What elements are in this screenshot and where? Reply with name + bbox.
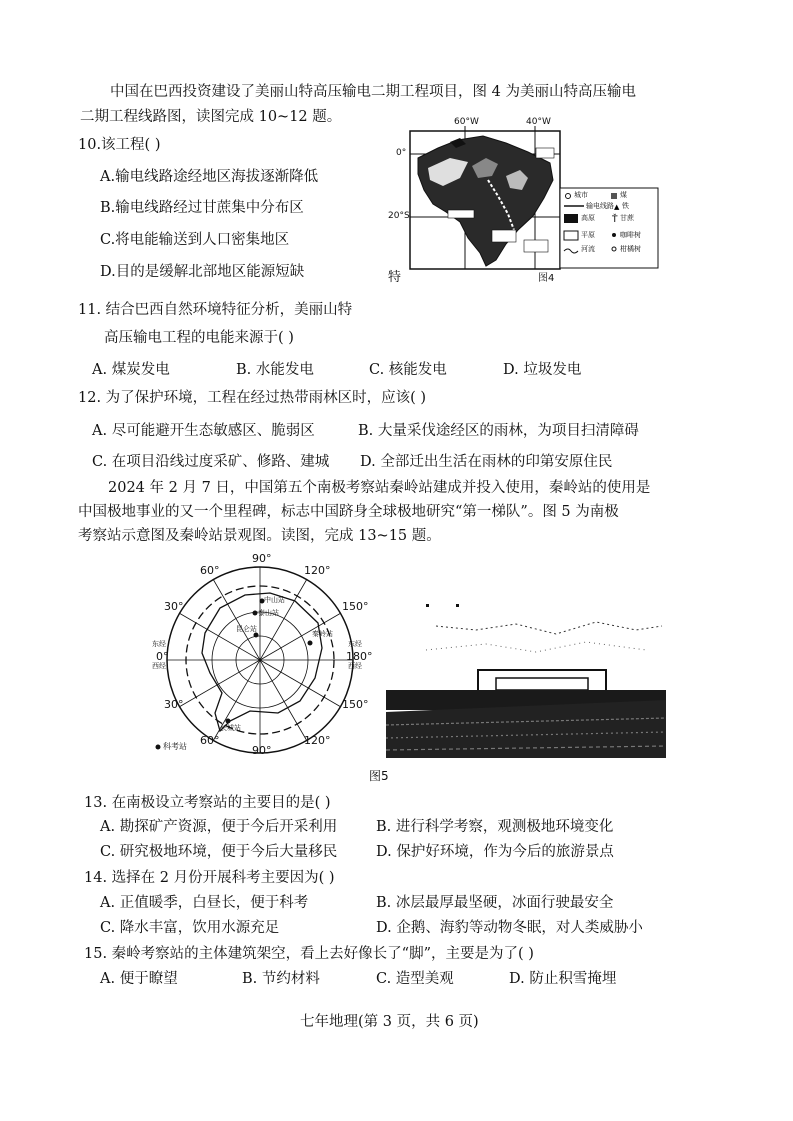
fig5-label-west-right: 西经	[348, 662, 362, 670]
fig4-legend-city: 城市	[574, 191, 588, 199]
figure-5-antarctica-map	[150, 552, 373, 783]
fig5-label-east-right: 东经	[348, 640, 362, 648]
fig4-legend-river: 河流	[581, 245, 595, 253]
fig5-label-180: 180°	[346, 650, 373, 663]
q14-stem: 14. 选择在 2 月份开展科考主要因为( )	[84, 870, 335, 886]
fig5-station-zhongshan: 中山站	[264, 596, 285, 604]
fig5-label-150-top: 150°	[342, 600, 369, 613]
q10-option-b[interactable]: B.输电线路经过甘蔗集中分布区	[100, 200, 304, 216]
q11-option-b[interactable]: B. 水能发电	[236, 362, 314, 378]
q12-option-a[interactable]: A. 尽可能避开生态敏感区、脆弱区	[92, 423, 315, 439]
q15-option-d[interactable]: D. 防止积雪掩埋	[509, 971, 617, 987]
fig4-corner-label: 特	[388, 270, 402, 285]
fig4-lat-20s: 20°S	[388, 211, 410, 221]
q11-option-a[interactable]: A. 煤炭发电	[92, 362, 170, 378]
fig4-legend-iron: 铁	[622, 202, 629, 210]
fig4-legend-coal: 煤	[620, 191, 627, 199]
figure-5-qinling-station-photo	[386, 600, 666, 758]
q12-option-c[interactable]: C. 在项目沿线过度采矿、修路、建城	[92, 454, 330, 470]
q12-option-d[interactable]: D. 全部迁出生活在雨林的印第安原住民	[360, 454, 613, 470]
fig5-label-90-top: 90°	[252, 552, 272, 565]
fig4-lat-0: 0°	[396, 148, 407, 158]
q10-option-d[interactable]: D.目的是缓解北部地区能源短缺	[100, 264, 305, 280]
intro2-line3: 考察站示意图及秦岭站景观图。读图，完成 13~15 题。	[78, 528, 441, 544]
q10-option-a[interactable]: A.输电线路途经地区海拔逐渐降低	[100, 169, 319, 185]
q15-option-b[interactable]: B. 节约材料	[242, 971, 320, 987]
fig5-label-0: 0°	[156, 650, 169, 663]
q15-stem: 15. 秦岭考察站的主体建筑架空，看上去好像长了“脚”，主要是为了( )	[84, 946, 534, 962]
q12-stem: 12. 为了保护环境，工程在经过热带雨林区时，应该( )	[78, 390, 427, 406]
q11-stem-line1: 11. 结合巴西自然环境特征分析，美丽山特	[78, 302, 353, 318]
q15-option-a[interactable]: A. 便于瞭望	[100, 971, 178, 987]
q14-option-b[interactable]: B. 冰层最厚最坚硬，冰面行驶最安全	[376, 895, 614, 911]
fig5-label-30-top: 30°	[164, 600, 184, 613]
fig4-legend-citrus: 柑橘树	[620, 245, 641, 253]
fig4-legend-plateau: 高原	[581, 214, 595, 222]
fig5-caption: 图5	[369, 769, 389, 783]
fig4-legend-coffee: 咖啡树	[620, 231, 641, 239]
fig5-label-120-bottom: 120°	[304, 734, 331, 747]
q13-option-a[interactable]: A. 勘探矿产资源，便于今后开采利用	[100, 819, 338, 835]
fig4-lon-40w: 40°W	[526, 117, 551, 127]
q11-option-d[interactable]: D. 垃圾发电	[503, 362, 582, 378]
q14-option-c[interactable]: C. 降水丰富，饮用水源充足	[100, 920, 280, 936]
svg-text:▲: ▲	[614, 203, 620, 211]
q12-option-b[interactable]: B. 大量采伐途经区的雨林，为项目扫清障碍	[358, 423, 639, 439]
svg-text:Ť: Ť	[612, 215, 618, 225]
q15-option-c[interactable]: C. 造型美观	[376, 971, 454, 987]
q13-option-c[interactable]: C. 研究极地环境，便于今后大量移民	[100, 844, 338, 860]
intro2-line2: 中国极地事业的又一个里程碑，标志中国跻身全球极地研究“第一梯队”。图 5 为南极	[78, 504, 619, 520]
fig5-label-90-bottom: 90°	[252, 744, 272, 757]
page-footer: 七年地理(第 3 页，共 6 页)	[300, 1014, 479, 1030]
q11-stem-line2: 高压输电工程的电能来源于( )	[104, 330, 294, 346]
intro1-line2: 二期工程线路图，读图完成 10~12 题。	[80, 109, 342, 125]
q13-option-d[interactable]: D. 保护好环境，作为今后的旅游景点	[376, 844, 614, 860]
fig5-label-150-bottom: 150°	[342, 698, 369, 711]
fig5-label-60-bottom: 60°	[200, 734, 220, 747]
fig5-label-30-bottom: 30°	[164, 698, 184, 711]
q13-stem: 13. 在南极设立考察站的主要目的是( )	[84, 795, 331, 811]
fig5-label-east-left: 东经	[152, 640, 166, 648]
fig5-station-qinling: 秦岭站	[312, 630, 333, 638]
q14-option-a[interactable]: A. 正值暖季，白昼长，便于科考	[100, 895, 309, 911]
fig5-label-120-top: 120°	[304, 564, 331, 577]
fig4-caption: 图4	[538, 273, 555, 284]
fig5-station-changcheng: 长城站	[220, 724, 241, 732]
q14-option-d[interactable]: D. 企鹅、海豹等动物冬眠，对人类威胁小	[376, 920, 643, 936]
q11-option-c[interactable]: C. 核能发电	[369, 362, 447, 378]
fig4-lon-60w: 60°W	[454, 117, 479, 127]
fig5-legend-station: 科考站	[163, 742, 187, 751]
fig5-station-taishan: 泰山站	[258, 609, 279, 617]
q10-option-c[interactable]: C.将电能输送到人口密集地区	[100, 232, 290, 248]
fig4-legend-line: 输电线路	[586, 202, 614, 210]
q10-stem: 10.该工程( )	[78, 137, 161, 153]
q13-option-b[interactable]: B. 进行科学考察，观测极地环境变化	[376, 819, 614, 835]
fig4-legend-plain: 平原	[581, 231, 595, 239]
figure-4-brazil-map	[388, 118, 718, 290]
fig5-label-west-left: 西经	[152, 662, 166, 670]
fig5-station-kunlun: 昆仑站	[236, 625, 257, 633]
fig4-legend-sugarcane: 甘蔗	[620, 214, 634, 222]
intro2-line1: 2024 年 2 月 7 日，中国第五个南极考察站秦岭站建成并投入使用，秦岭站的使用是	[108, 480, 651, 496]
intro1-line1: 中国在巴西投资建设了美丽山特高压输电二期工程项目，图 4 为美丽山特高压输电	[110, 84, 636, 100]
fig5-label-60-top: 60°	[200, 564, 220, 577]
